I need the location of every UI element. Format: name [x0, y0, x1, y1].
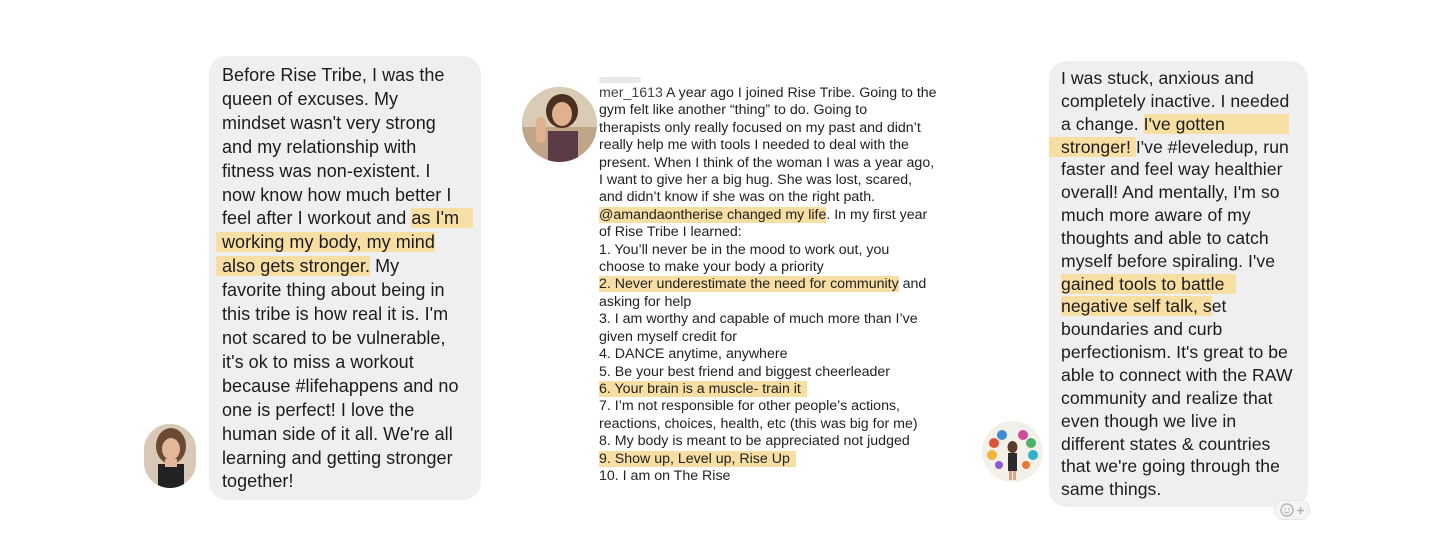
text-line: human side of it all. We're all: [222, 423, 453, 444]
testimonial-bubble-1: [209, 56, 481, 500]
text-line: 4. DANCE anytime, anywhere: [599, 346, 788, 363]
text-line: [1061, 273, 1300, 296]
text-line: 1. You’ll never be in the mood to work out, you: [599, 241, 890, 258]
text-line: myself before spiraling. I've: [1061, 250, 1276, 271]
text-line: [599, 276, 959, 293]
text-line: Before Rise Tribe, I was the: [222, 65, 445, 85]
highlight: 6. Your brain is a muscle- train it: [599, 381, 807, 397]
highlight: 9. Show up, Level up, Rise Up: [599, 451, 796, 467]
text-span: I've #leveledup, run: [1135, 136, 1289, 157]
highlight: also gets stronger.: [216, 256, 370, 276]
testimonial-post-2: [599, 85, 959, 485]
mention-link[interactable]: @amandaontherise changed my life: [599, 206, 827, 223]
highlight: I've gotten: [1144, 114, 1289, 134]
text-line: 5. Be your best friend and biggest cheerleader: [599, 363, 891, 380]
text-line: [599, 207, 959, 224]
text-line: of Rise Tribe I learned:: [599, 224, 742, 241]
text-line: faster and feel way healthier: [1061, 159, 1283, 180]
text-span: My: [370, 256, 400, 277]
text-line: it's ok to miss a workout: [222, 351, 414, 372]
avatar-photo: [522, 87, 597, 162]
text-line: because #lifehappens and no: [222, 375, 459, 396]
text-line: 8. My body is meant to be appreciated not judged: [599, 433, 910, 450]
text-line: [599, 451, 959, 468]
text-line: same things.: [1061, 479, 1162, 500]
text-line: completely inactive. I needed: [1061, 90, 1290, 111]
text-line: I was stuck, anxious and: [1061, 68, 1254, 88]
text-line: favorite thing about being in: [222, 280, 445, 301]
add-reaction-button[interactable]: [1274, 500, 1310, 520]
avatar-photo: [144, 424, 196, 488]
avatar[interactable]: [144, 424, 196, 488]
text-line: able to connect with the RAW: [1061, 364, 1293, 385]
text-line: even though we live in: [1061, 410, 1237, 431]
text-span: . In my first year: [826, 206, 928, 223]
text-line: queen of excuses. My: [222, 88, 399, 109]
add-reaction-icon: [1280, 503, 1294, 517]
text-line: together!: [222, 471, 294, 492]
text-span: et: [1211, 296, 1227, 317]
text-line: 10. I am on The Rise: [599, 467, 731, 484]
text-span: and: [898, 276, 927, 293]
avatar-photo: [982, 421, 1043, 482]
text-line: community and realize that: [1061, 387, 1273, 408]
text-line: fitness was non-existent. I: [222, 160, 431, 181]
highlight: as I'm: [411, 208, 473, 228]
text-line: one is perfect! I love the: [222, 399, 415, 420]
text-line: [1061, 136, 1300, 159]
text-line: given myself credit for: [599, 328, 737, 345]
highlight: 2. Never underestimate the need for community: [599, 276, 899, 293]
text-line: different states & countries: [1061, 433, 1271, 454]
text-line: present. When I think of the woman I was a year ago,: [599, 154, 935, 171]
text-line: [222, 231, 469, 255]
text-line: 7. I’m not responsible for other people’s actions,: [599, 398, 900, 415]
text-line: therapists only really focused on my past and didn’t: [599, 119, 921, 136]
text-line: gym felt like another “thing” to do. Going to: [599, 102, 868, 119]
text-line: choose to make your body a priority: [599, 259, 824, 276]
text-line: reactions, choices, health, etc (this was big for me): [599, 415, 918, 432]
text-line: this tribe is how real it is. I'm: [222, 304, 449, 325]
testimonial-bubble-3: [1049, 61, 1308, 507]
text-span: A year ago I joined Rise Tribe. Going to the: [662, 85, 937, 101]
text-line: much more aware of my: [1061, 205, 1251, 226]
text-line: now know how much better I: [222, 184, 452, 205]
text-line: and my relationship with: [222, 136, 417, 157]
text-line: thoughts and able to catch: [1061, 227, 1269, 248]
highlight: gained tools to battle: [1061, 274, 1236, 294]
text-line: I want to give her a big hug. She was lost, scared,: [599, 172, 913, 189]
text-line: [1061, 295, 1300, 318]
highlight: stronger!: [1049, 137, 1136, 157]
highlight: negative self talk, s: [1061, 296, 1212, 317]
text-line: asking for help: [599, 293, 692, 310]
avatar[interactable]: [982, 421, 1043, 482]
highlight: working my body, my mind: [216, 232, 435, 252]
text-line: that we're going through the: [1061, 456, 1280, 477]
username[interactable]: mer_1613: [599, 85, 663, 101]
avatar[interactable]: [522, 87, 597, 162]
text-line: [599, 381, 959, 398]
text-span: a change.: [1061, 113, 1144, 134]
text-line: overall! And mentally, I'm so: [1061, 182, 1280, 203]
text-line: and didn’t know if she was on the right path.: [599, 189, 876, 206]
text-line: [1061, 113, 1300, 136]
text-line: boundaries and curb: [1061, 319, 1223, 340]
text-line: not scared to be vulnerable,: [222, 327, 446, 348]
text-line: [222, 207, 469, 231]
text-line: perfectionism. It's great to be: [1061, 342, 1288, 363]
text-line: [599, 85, 959, 102]
text-line: [222, 255, 469, 279]
text-line: really help me with tools I needed to deal with the: [599, 137, 909, 154]
plus-icon: [1296, 506, 1305, 515]
text-line: learning and getting stronger: [222, 447, 453, 468]
text-line: mindset wasn't very strong: [222, 112, 436, 133]
text-span: feel after I workout and: [222, 208, 412, 229]
username-blur: [599, 77, 641, 83]
text-line: 3. I am worthy and capable of much more than I’ve: [599, 311, 918, 328]
